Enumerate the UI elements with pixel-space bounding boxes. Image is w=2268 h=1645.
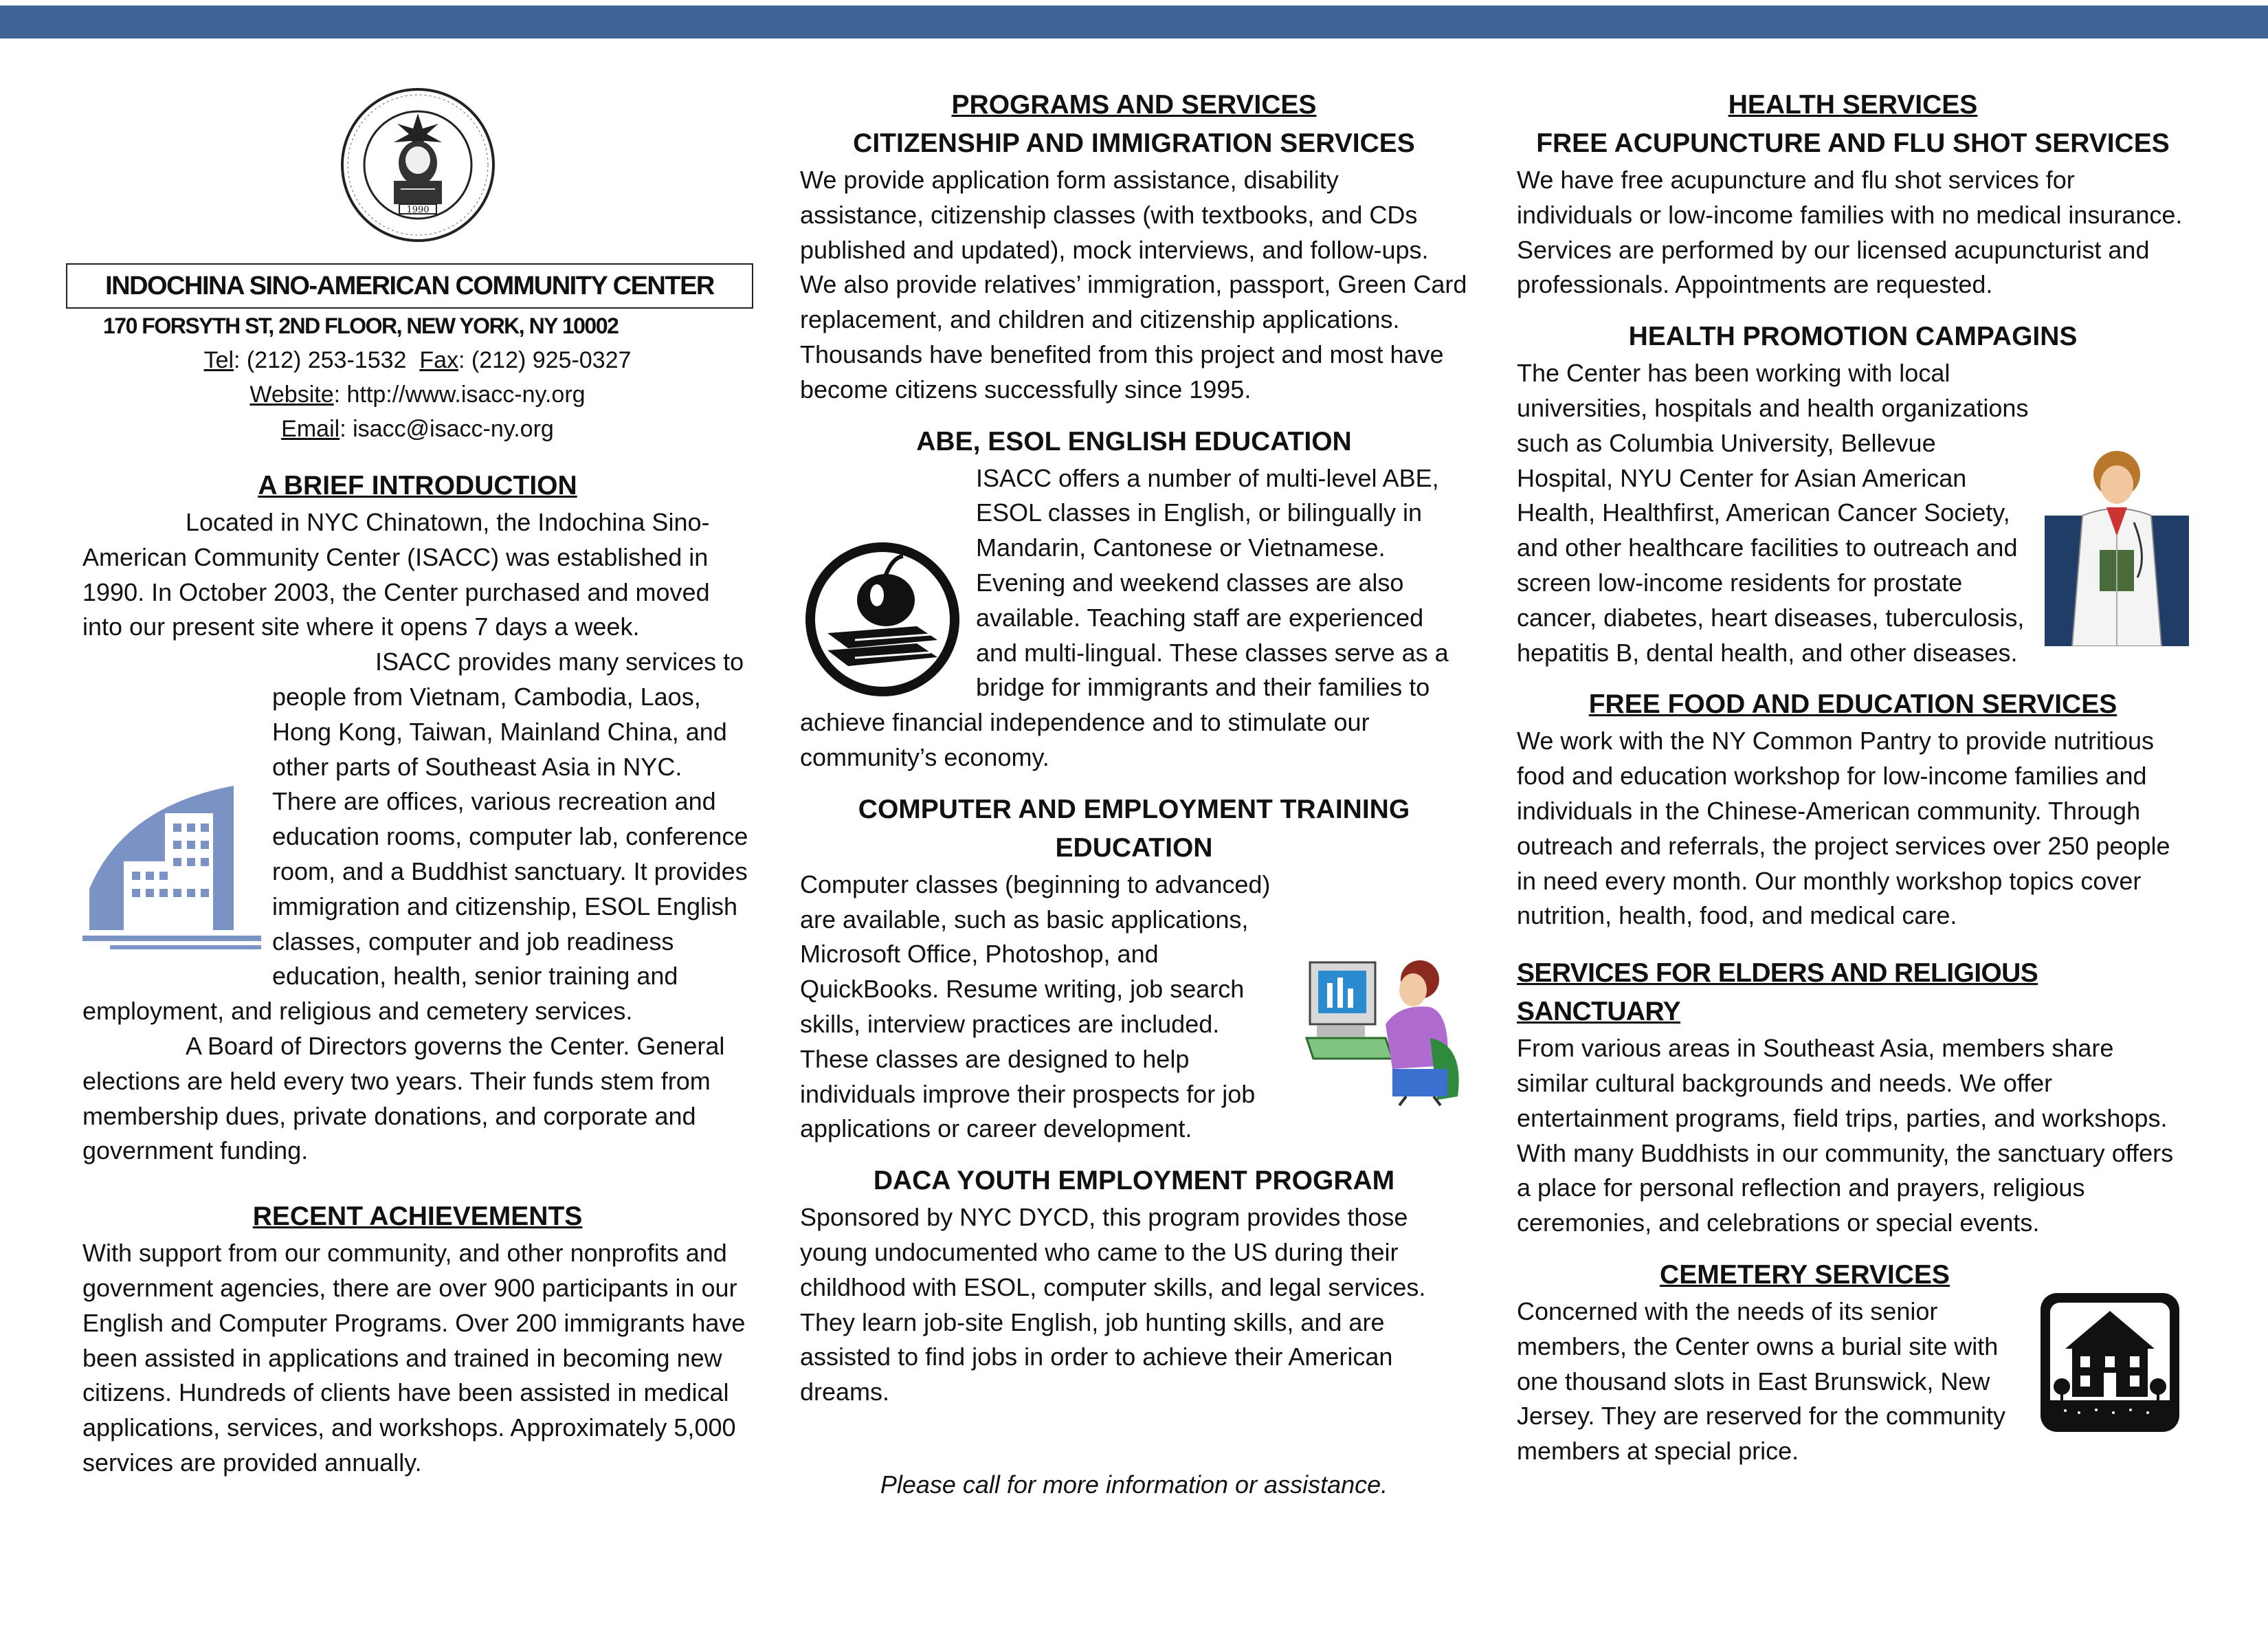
svg-text:1990: 1990 [405, 205, 430, 215]
computer-text: Computer classes (beginning to advanced) are available, such as basic applications, Microsoft Office, Photoshop, and QuickBooks. Resume writing, job search skills, interview practices are included. These classes are designed to help individuals improve their prospects for job applications or career development. [800, 870, 1271, 1143]
computer-title: COMPUTER AND EMPLOYMENT TRAINING EDUCATION [858, 794, 1410, 863]
intro-paragraph-2: ISACC provides many services to people from Vietnam, Cambodia, Laos, Hong Kong, Taiwan, Mainland China, and other parts of Southeast Asia in NYC. There are offices, various recreation and education rooms, computer lab, conference room, and a Buddhist sanctuary. It provides immigration and citizenship, ESOL English classes, computer and job readiness education, health, senior training and employment, and religious and cemetery services. [82, 648, 748, 1026]
esol-wrap [800, 461, 1468, 775]
food-text: We work with the NY Common Pantry to provide nutritious food and education workshop for low-income families and individuals in the Chinese-American community. Through outreach and referrals, the project services over 250 people in need every month. Our monthly workshop topics cover nutrition, health, food, and medical care. [1517, 727, 2170, 930]
organization-name: INDOCHINA SINO-AMERICAN COMMUNITY CENTER [66, 263, 753, 309]
column-left [82, 86, 753, 1481]
house-icon [2038, 1290, 2182, 1435]
achievements-text: With support from our community, and other nonprofits and government agencies, there are over 900 participants in our English and Computer Programs. Over 200 immigrants have been assisted in applications and trained in becoming new citizens. Hundreds of clients have been assisted in medical applications, services, and workshops. Approximately 5,000 services are provided annually. [82, 1239, 746, 1477]
email-link[interactable]: : isacc@isacc-ny.org [340, 416, 554, 442]
top-bar [0, 5, 2268, 38]
fax-value: : (212) 925-0327 [458, 347, 632, 373]
promotion-title: HEALTH PROMOTION CAMPAGINS [1628, 322, 2078, 352]
esol-title: ABE, ESOL ENGLISH EDUCATION [916, 426, 1352, 456]
tel-label: Tel [203, 347, 234, 373]
intro-paragraph-2-wrap [82, 645, 753, 1029]
closing-note: Please call for more information or assistance. [880, 1470, 1388, 1499]
cemetery-title: CEMETERY SERVICES [1660, 1259, 1950, 1290]
promotion-wrap [1517, 356, 2189, 670]
citizenship-text: We provide application form assistance, disability assistance, citizenship classes (with textbooks, and CDs published and updated), mock interviews, and follow-ups. We also provide relatives’ immigration, passport, Green Card replacement, and children and citizenship applications. Thousands have benefited from this project and most have become citizens successfully since 1995. [800, 166, 1467, 404]
citizenship-title: CITIZENSHIP AND IMMIGRATION SERVICES [853, 129, 1415, 158]
elders-text: From various areas in Southeast Asia, members share similar cultural backgrounds and needs. We offer entertainment programs, field trips, parties, and workshops. With many Buddhists in our community, the sanctuary offers a place for personal reflection and prayers, religious ceremonies, and celebrations or special events. [1517, 1034, 2174, 1237]
promotion-text: The Center has been working with local universities, hospitals and health organizations such as Columbia University, Bellevue Hospital, NYU Center for Asian American Health, Healthfirst, American Cancer Society, and other healthcare facilities to outreach and screen low-income residents for prostate cancer, diabetes, heart diseases, tuberculosis, hepatitis B, dental health, and other diseases. [1517, 359, 2029, 667]
food-title: FREE FOOD AND EDUCATION SERVICES [1588, 689, 2117, 720]
acupuncture-text: We have free acupuncture and flu shot services for individuals or low-income families with no medical insurance. Services are performed by our licensed acupuncturist and professionals. Appointments are requested. [1517, 166, 2183, 299]
email-label: Email [281, 416, 340, 442]
cemetery-wrap [1517, 1294, 2189, 1469]
esol-text: ISACC offers a number of multi-level ABE, ESOL classes in English, or bilingually in Mandarin, Cantonese or Vietnamese. Evening and weekend classes are also available. Teaching staff are experienced and multi-lingual. These classes serve as a bridge for immigrants and their families to achieve financial independence and to stimulate our community’s economy. [800, 463, 1449, 771]
tel-value: : (212) 253-1532 [234, 347, 407, 373]
building-icon [82, 786, 261, 971]
cemetery-text: Concerned with the needs of its senior members, the Center owns a burial site with one thousand slots in East Brunswick, New Jersey. They are reserved for the community members at special price. [1517, 1296, 2005, 1466]
intro-paragraph-1: Located in NYC Chinatown, the Indochina Sino-American Community Center (ISACC) was established in 1990. In October 2003, the Center purchased and moved into our present site where it opens 7 days a week. [82, 508, 710, 641]
seal-logo [339, 86, 497, 244]
books-apple-icon [800, 537, 965, 702]
column-right [1517, 86, 2189, 1469]
column-middle [800, 86, 1468, 1527]
daca-text: Sponsored by NYC DYCD, this program provides those young undocumented who came to the US during their childhood with ESOL, computer skills, and legal services. They learn job-site English, job hunting skills, and are assisted to find jobs in order to achieve their American dreams. [800, 1203, 1426, 1406]
website-line [82, 377, 753, 412]
phone-fax-line [82, 343, 753, 377]
fax-label: Fax [419, 347, 459, 373]
computer-wrap [800, 868, 1468, 1147]
website-label: Website [249, 382, 334, 408]
email-line [82, 412, 753, 446]
health-title: HEALTH SERVICES [1728, 90, 1978, 120]
achievements-title: RECENT ACHIEVEMENTS [252, 1202, 583, 1232]
address: 170 FORSYTH ST, 2ND FLOOR, NEW YORK, NY 10002 [103, 313, 619, 338]
daca-title: DACA YOUTH EMPLOYMENT PROGRAM [873, 1166, 1395, 1196]
website-link[interactable]: : http://www.isacc-ny.org [333, 382, 586, 408]
doctor-icon [2045, 447, 2189, 646]
acupuncture-title: FREE ACUPUNCTURE AND FLU SHOT SERVICES [1536, 129, 2170, 158]
intro-title: A BRIEF INTRODUCTION [258, 471, 577, 500]
intro-paragraph-3: A Board of Directors governs the Center. General elections are held every two years. Their funds stem from membership dues, private donations, and corporate and government funding. [82, 1031, 725, 1165]
elders-title: SERVICES FOR ELDERS AND RELIGIOUS SANCTUARY [1517, 958, 2038, 1027]
programs-title: PROGRAMS AND SERVICES [951, 90, 1317, 120]
computer-user-icon [1303, 949, 1468, 1107]
